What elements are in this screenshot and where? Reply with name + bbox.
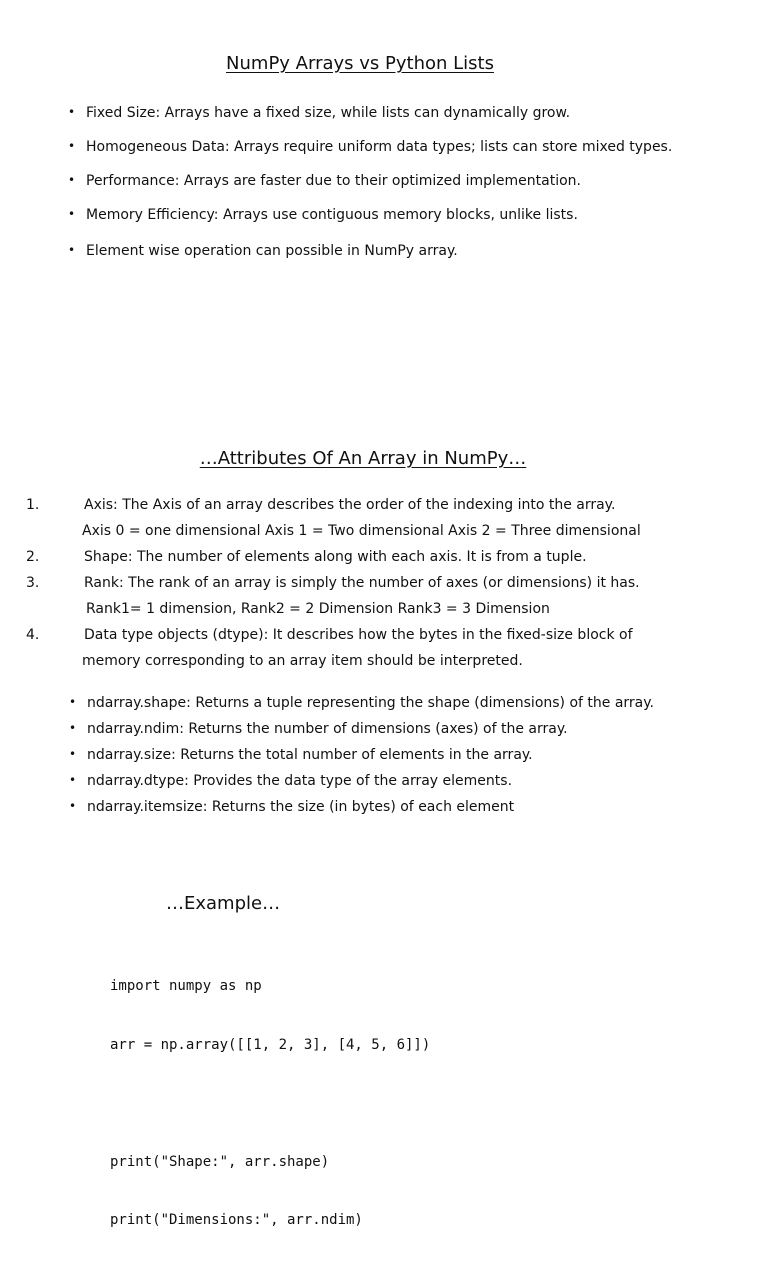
list-text: memory corresponding to an array item should be interpreted.: [82, 653, 523, 669]
section2-title: …Attributes Of An Array in NumPy…: [199, 448, 527, 469]
list-text: Rank: The rank of an array is simply the number of axes (or dimensions) it has.: [84, 575, 640, 591]
list-number: 1.: [26, 497, 40, 513]
list-text: Axis 0 = one dimensional Axis 1 = Two dimensional Axis 2 = Three dimensional: [82, 523, 641, 539]
code-line: print("Dimensions:", arr.ndim): [110, 1212, 363, 1228]
code-line: [110, 1094, 430, 1114]
comparison-list: [68, 105, 672, 277]
list-text: Data type objects (dtype): It describes how the bytes in the fixed-size block of: [84, 627, 633, 643]
list-item: • ndarray.ndim: Returns the number of dimensions (axes) of the array.: [69, 721, 654, 747]
code-line: print("Shape:", arr.shape): [110, 1153, 330, 1170]
example-title: …Example…: [166, 893, 281, 914]
list-item: • ndarray.dtype: Provides the data type of the array elements.: [69, 773, 654, 799]
list-item: • Fixed Size: Arrays have a fixed size, while lists can dynamically grow.: [68, 105, 672, 139]
section1-title: NumPy Arrays vs Python Lists: [226, 53, 494, 74]
list-item: • Memory Efficiency: Arrays use contiguous memory blocks, unlike lists.: [68, 207, 672, 243]
list-item: • Element wise operation can possible in NumPy array.: [68, 243, 672, 277]
list-text: Shape: The number of elements along with each axis. It is from a tuple.: [84, 549, 587, 565]
list-text: Axis: The Axis of an array describes the order of the indexing into the array.: [84, 497, 616, 513]
list-item: • Performance: Arrays are faster due to their optimized implementation.: [68, 173, 672, 207]
code-line: import numpy as np: [110, 978, 262, 994]
list-number: 4.: [26, 627, 40, 643]
list-item: • ndarray.shape: Returns a tuple representing the shape (dimensions) of the array.: [69, 695, 654, 721]
list-item: • ndarray.itemsize: Returns the size (in bytes) of each element: [69, 799, 654, 825]
code-block: [110, 938, 430, 1270]
list-number: 2.: [26, 549, 40, 565]
list-text: Rank1= 1 dimension, Rank2 = 2 Dimension Rank3 = 3 Dimension: [86, 601, 550, 617]
ndarray-attributes-list: [69, 695, 654, 825]
list-number: 3.: [26, 575, 40, 591]
code-line: arr = np.array([[1, 2, 3], [4, 5, 6]]): [110, 1036, 431, 1053]
list-item: • Homogeneous Data: Arrays require uniform data types; lists can store mixed types.: [68, 139, 672, 173]
list-item: • ndarray.size: Returns the total number of elements in the array.: [69, 747, 654, 773]
